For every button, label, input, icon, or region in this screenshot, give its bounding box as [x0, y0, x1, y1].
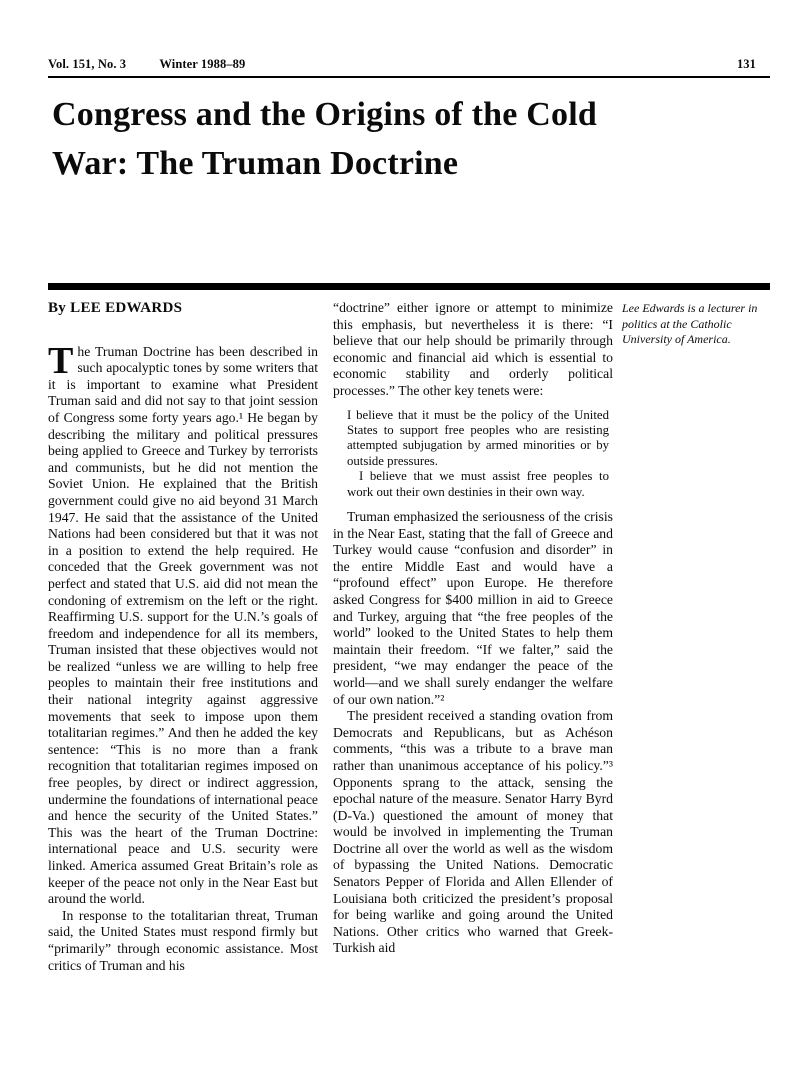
- body-paragraph: The president received a standing ovation from Democrats and Republicans, but as Achéson comments, “this was a tribute to a brave man rather than unanimous acceptance of his policy.”³ Opponents sprang to the attack, sensing the epochal nature of the measure. Senator Harry Byrd (D-Va.) questioned the amount of money that would be involved in implementing the Truman Doctrine all over the world as well as the wisdom of bypassing the United Nations. Democratic Senators Pepper of Florida and Allen Ellender of Louisiana both criticized the president’s proposal for being warlike and going around the United Nations. Other critics who warned that Greek-Turkish aid: [333, 708, 613, 956]
- byline: By LEE EDWARDS: [48, 300, 183, 316]
- body-paragraph: In response to the totalitarian threat, Truman said, the United States must respond firmly but “primarily” through economic assistance. Most critics of Truman and his: [48, 907, 318, 973]
- paragraph-text: he Truman Doctrine has been described in such apocalyptic tones by some writers that it is important to examine what President Truman said and did not say to that joint session of Congress some forty years ago.¹ He began by describing the military and political pressures being applied to Greece and Turkey by terrorists and communists, but he did not mention the Soviet Union. He explained that the British government could give no aid beyond 31 March 1947. He said that the assistance of the United Nations had been considered but that it was not in a position to extend the help required. He conceded that the Greek government was not perfect and stated that U.S. aid did not mean the condoning of extremism on the left or the right. Reaffirming U.S. support for the U.N.’s goals of freedom and independence for all its members, Truman insisted that these objectives would not be realized “unless we are willing to help free peoples to maintain their free institutions and their national integrity against aggressive movements that seek to impose upon them totalitarian regimes.” And then he added the key sentence: “This is no more than a frank recognition that totalitarian regimes imposed on free peoples, by direct or indirect aggression, undermine the foundations of international peace and hence the security of the United States.” This was the heart of the Truman Doctrine: international peace and U.S. security were linked. America assumed Great Britain’s role as keeper of the peace not only in the Near East but around the world.: [48, 343, 318, 907]
- header-rule: [48, 76, 770, 78]
- issue-season-label: Winter 1988–89: [159, 57, 246, 71]
- quote-paragraph: I believe that we must assist free peoples to work out their own destinies in their own way.: [347, 469, 609, 499]
- body-paragraph: Truman emphasized the seriousness of the crisis in the Near East, stating that the fall of Greece and Turkey would cause “confusion and disorder” in the entire Middle East and would have a “profound effect” upon Europe. He therefore asked Congress for $400 million in aid to Greece and Turkey, arguing that “the free peoples of the world” looked to the United States to help them maintain their freedom. “If we falter,” said the president, “we may endanger the peace of the world—and we shall surely endanger the welfare of our own nation.”²: [333, 509, 613, 707]
- volume-label: Vol. 151, No. 3: [48, 57, 127, 71]
- article-title: [52, 90, 752, 188]
- section-divider-rule: [48, 283, 770, 290]
- article-title-line1: Congress and the Origins of the Cold: [52, 96, 597, 133]
- quote-paragraph: I believe that it must be the policy of the United States to support free peoples who are resisting attempted subjugation by armed minorities or by outside pressures.: [347, 407, 609, 468]
- dropcap-letter: T: [48, 339, 74, 382]
- left-column: [48, 300, 318, 974]
- right-column: [333, 300, 613, 957]
- page-number: 131: [736, 57, 756, 71]
- article-title-line2: War: The Truman Doctrine: [52, 145, 459, 182]
- body-paragraph: [48, 339, 318, 908]
- running-head: [48, 57, 770, 72]
- author-margin-note: Lee Edwards is a lecturer in politics at the Catholic University of America.: [622, 301, 758, 346]
- body-paragraph: “doctrine” either ignore or attempt to minimize this emphasis, but nevertheless it is there: “I believe that our help should be primarily through economic and financial aid which is essential to economic stability and orderly political processes.” The other key tenets were:: [333, 300, 613, 398]
- truman-quote-block: [347, 408, 609, 500]
